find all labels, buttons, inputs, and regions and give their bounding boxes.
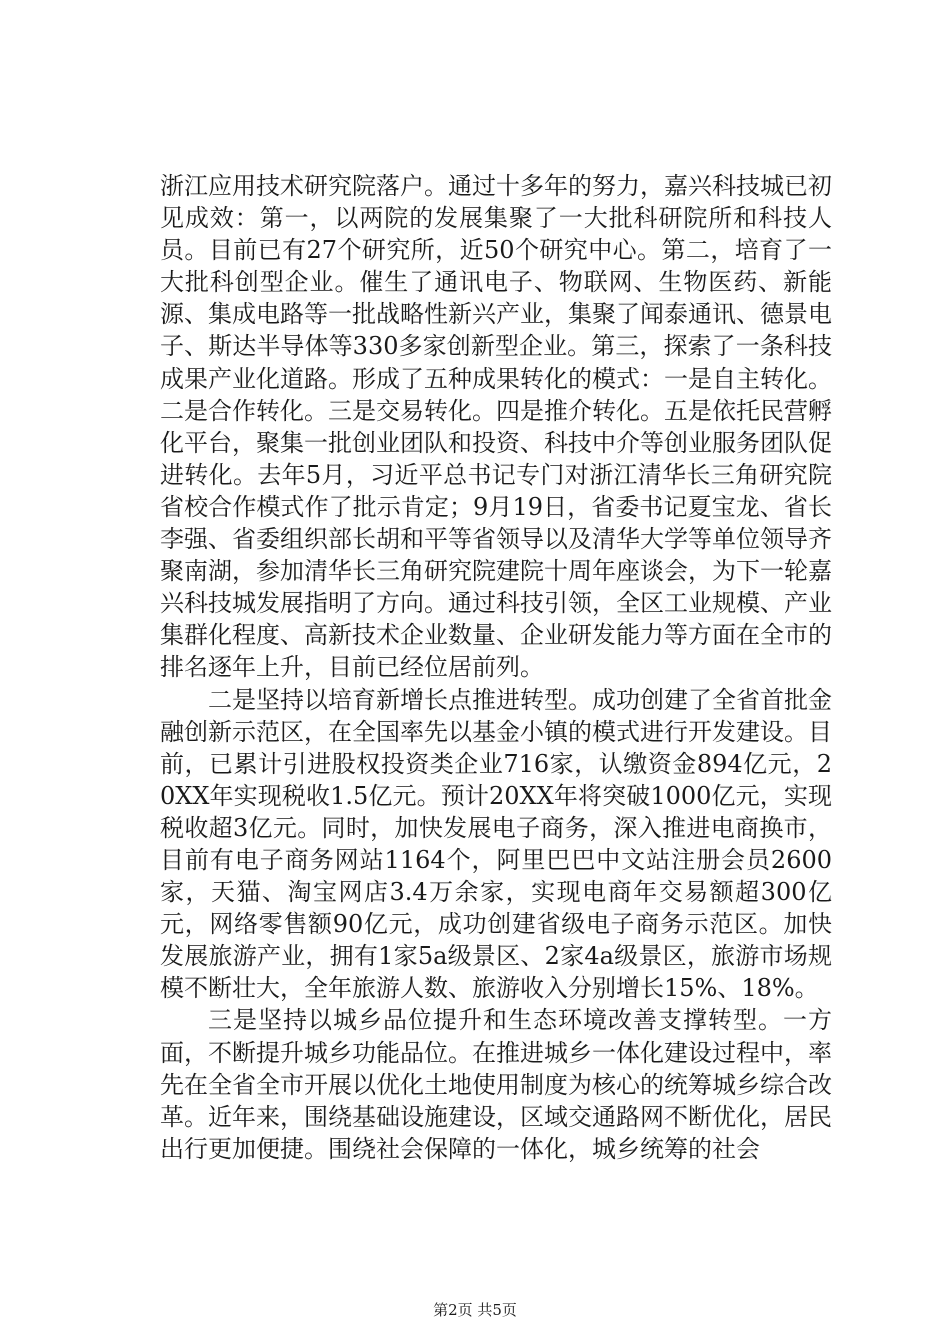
paragraph-1: 浙江应用技术研究院落户。通过十多年的努力，嘉兴科技城已初见成效：第一，以两院的发展集聚了一大批科研院所和科技人员。目前已有27个研究所，近50个研究中心。第二，培育了一大批科创型企业。催生了通讯电子、物联网、生物医药、新能源、集成电路等一批战略性新兴产业，集聚了闻泰通讯、德景电子、斯达半导体等330多家创新型企业。第三，探索了一条科技成果产业化道路。形成了五种成果转化的模式：一是自主转化。二是合作转化。三是交易转化。四是推介转化。五是依托民营孵化平台，聚集一批创业团队和投资、科技中介等创业服务团队促进转化。去年5月，习近平总书记专门对浙江清华长三角研究院省校合作模式作了批示肯定；9月19日，省委书记夏宝龙、省长李强、省委组织部长胡和平等省领导以及清华大学等单位领导齐聚南湖，参加清华长三角研究院建院十周年座谈会，为下一轮嘉兴科技城发展指明了方向。通过科技引领，全区工业规模、产业集群化程度、高新技术企业数量、企业研发能力等方面在全市的排名逐年上升，目前已经位居前列。: [160, 172, 832, 682]
document-body: [160, 170, 832, 1165]
page-footer: [0, 1301, 950, 1319]
page-number-label: 第2页 共5页: [433, 1301, 517, 1319]
paragraph-2: 二是坚持以培育新增长点推进转型。成功创建了全省首批金融创新示范区，在全国率先以基金小镇的模式进行开发建设。目前，已累计引进股权投资类企业716家，认缴资金894亿元，20XX年实现税收1.5亿元。预计20XX年将突破1000亿元，实现税收超3亿元。同时，加快发展电子商务，深入推进电商换市，目前有电子商务网站1164个，阿里巴巴中文站注册会员2600家，天猫、淘宝网店3.4万余家，实现电商年交易额超300亿元，网络零售额90亿元，成功创建省级电子商务示范区。加快发展旅游产业，拥有1家5a级景区、2家4a级景区，旅游市场规模不断壮大，全年旅游人数、旅游收入分别增长15%、18%。: [160, 685, 832, 1003]
paragraph-3: 三是坚持以城乡品位提升和生态环境改善支撑转型。一方面，不断提升城乡功能品位。在推进城乡一体化建设过程中，率先在全省全市开展以优化土地使用制度为核心的统筹城乡综合改革。近年来，围绕基础设施建设，区域交通路网不断优化，居民出行更加便捷。围绕社会保障的一体化，城乡统筹的社会: [160, 1006, 832, 1163]
